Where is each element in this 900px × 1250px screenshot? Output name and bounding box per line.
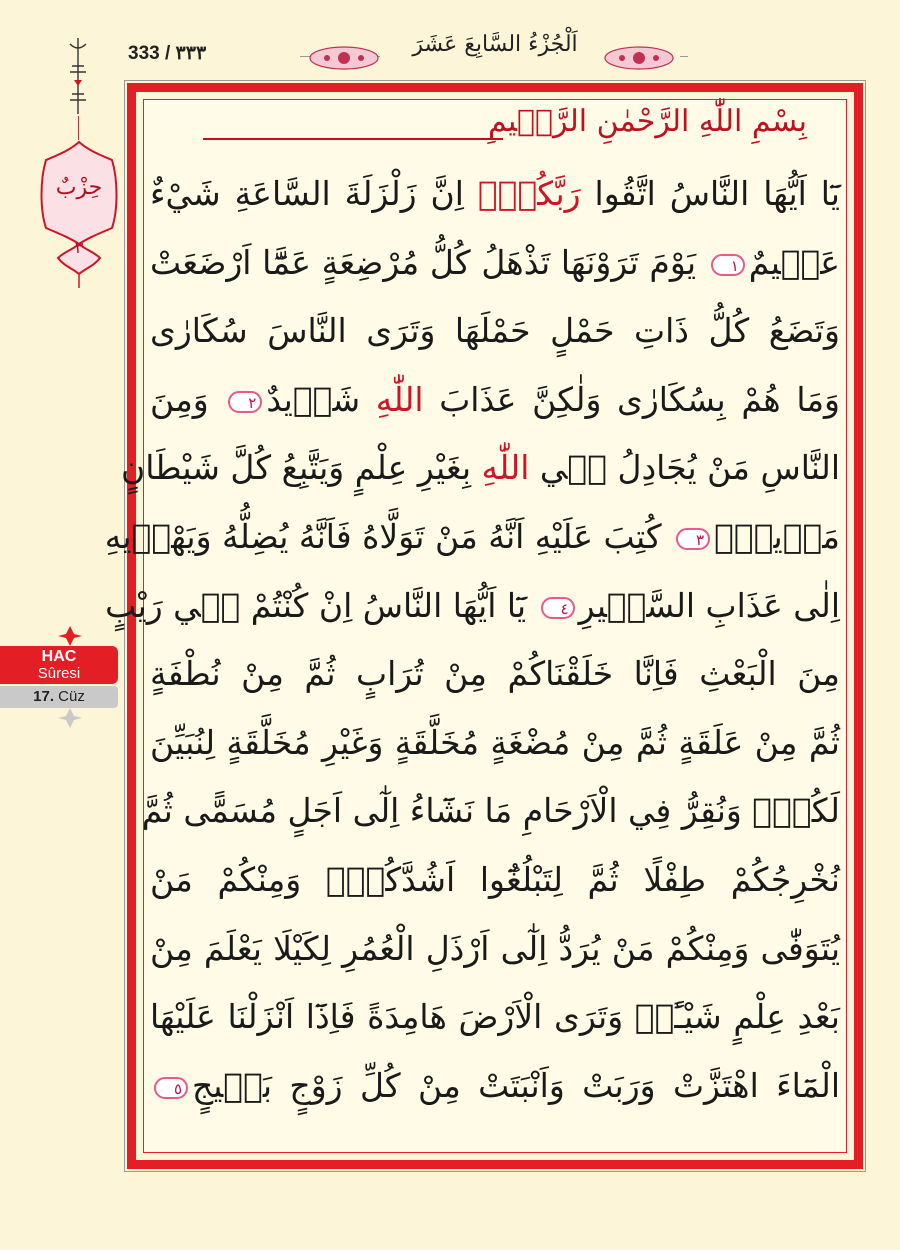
line-text: يَٓا اَيُّهَا النَّاسُ اتَّقُوا [580,174,840,213]
verse-line-4 [150,366,840,435]
line-text: ثُمَّ مِنْ عَلَقَةٍ ثُمَّ مِنْ مُضْغَةٍ مُخَلَّقَةٍ وَغَيْرِ مُخَلَّقَةٍ لِنُبَيِّنَ [150,722,840,762]
header-rule-right [680,56,688,57]
ayah-number: ٤ [541,597,575,619]
cuz-number: 17. [33,688,54,705]
hizb-number: ٣ [74,238,84,257]
page-header [0,28,900,88]
line-text: وَمِنَ [150,379,225,419]
sure-name: HAC [41,648,77,665]
line-text: لَكُمْۜ وَنُقِرُّ فِي الْاَرْحَامِ مَا نَشَٓاءُ اِلٰٓى اَجَلٍ مُسَمًّى ثُمَّ [141,791,840,831]
verse-line-5 [120,434,840,503]
sure-tab[interactable] [0,646,120,708]
cuz-badge[interactable] [0,686,118,708]
basmala-text: بِسْمِ اللّٰهِ الرَّحْمٰنِ الرَّح۪يمِ [488,104,807,139]
line-text: يَوْمَ تَرَوْنَهَا تَذْهَلُ كُلُّ مُرْضِعَةٍ عَمَّٓا اَرْضَعَتْ [150,242,707,282]
header-ornament-right-icon [600,44,678,72]
highlighted-word: رَبَّكُمْۚ [477,174,581,213]
line-text: وَتَضَعُ كُلُّ ذَاتِ حَمْلٍ حَمْلَهَا وَتَرَى النَّاسَ سُكَارٰى [150,311,840,351]
line-text: يُتَوَفّٰى وَمِنْكُمْ مَنْ يُرَدُّ اِلٰٓى اَرْذَلِ الْعُمُرِ لِكَيْلَا يَعْلَمَ مِنْ [150,928,840,968]
line-text: الْمَٓاءَ اهْتَزَّتْ وَرَبَتْ وَاَنْبَتَتْ مِنْ كُلِّ زَوْجٍ بَه۪يجٍ [192,1065,840,1105]
verse-line-13 [150,983,840,1052]
juz-title: اَلْجُزْءُ السَّابِعَ عَشَرَ [412,32,578,57]
line-text: كُتِبَ عَلَيْهِ اَنَّهُ مَنْ تَوَلَّاهُ فَاَنَّهُ يُضِلُّهُ وَيَهْد۪يهِ [104,516,673,556]
hizb-medallion-icon [38,140,120,290]
ayah-number: ٣ [676,528,710,550]
page-number: 333 / ٣٣٣ [128,43,207,64]
margin-finial-icon [62,36,94,116]
verse-line-3 [150,297,840,366]
hizb-label: حِزْبٌ [55,175,103,200]
line-text: شَد۪يدٌ [266,379,376,419]
line-text: مِنَ الْبَعْثِ فَاِنَّا خَلَقْنَاكُمْ مِنْ تُرَابٍ ثُمَّ مِنْ نُطْفَةٍ [150,654,840,694]
verse-line-11 [150,846,840,915]
ayah-number: ١ [711,254,745,276]
line-text: عَظ۪يمٌ [748,242,840,282]
ayah-number: ٥ [154,1077,188,1099]
basmala [143,104,847,156]
ayah-number: ٢ [228,391,262,413]
line-text: النَّاسِ مَنْ يُجَادِلُ ف۪ي [529,448,840,488]
verse-line-10 [141,777,840,846]
line-text: وَمَا هُمْ بِسُكَارٰى وَلٰكِنَّ عَذَابَ [423,379,840,419]
verse-line-8 [150,640,840,709]
verse-line-12 [150,915,840,984]
cuz-label: Cüz [58,688,85,705]
verse-line-14 [150,1052,840,1121]
sure-tab-ornament-bottom-icon [58,708,82,728]
line-text: مَر۪يدٍۙ [714,516,840,556]
verse-line-2 [150,229,840,298]
line-text: بِغَيْرِ عِلْمٍ وَيَتَّبِعُ كُلَّ شَيْطَانٍ [120,448,482,488]
line-text: اِلٰى عَذَابِ السَّع۪يرِ [578,585,840,625]
sure-tab-ornament-top-icon [58,626,82,646]
line-text: نُخْرِجُكُمْ طِفْلًا ثُمَّ لِتَبْلُغُٓوا اَشُدَّكُمْۚ وَمِنْكُمْ مَنْ [150,859,840,899]
allah-word: اللّٰهِ [375,379,424,419]
verse-line-1 [150,160,840,229]
allah-word: اللّٰهِ [481,448,530,488]
line-text: يَٓا اَيُّهَا النَّاسُ اِنْ كُنْتُمْ ف۪ي رَيْبٍ [105,585,537,625]
header-ornament-left-icon [305,44,383,72]
sure-subtitle: Sûresi [37,665,81,682]
verse-line-6 [104,503,840,572]
verse-lines [104,160,840,1120]
margin-line [78,116,79,140]
sure-name-badge[interactable] [0,646,118,684]
verse-line-9 [150,709,840,778]
verse-line-7 [105,572,840,641]
line-text: بَعْدِ عِلْمٍ شَيْـًٔاۜ وَتَرَى الْاَرْضَ هَامِدَةً فَاِذَٓا اَنْزَلْنَا عَلَيْهَا [150,997,840,1037]
basmala-stroke [203,138,503,140]
line-text: اِنَّ زَلْزَلَةَ السَّاعَةِ شَيْءٌ [150,174,478,213]
